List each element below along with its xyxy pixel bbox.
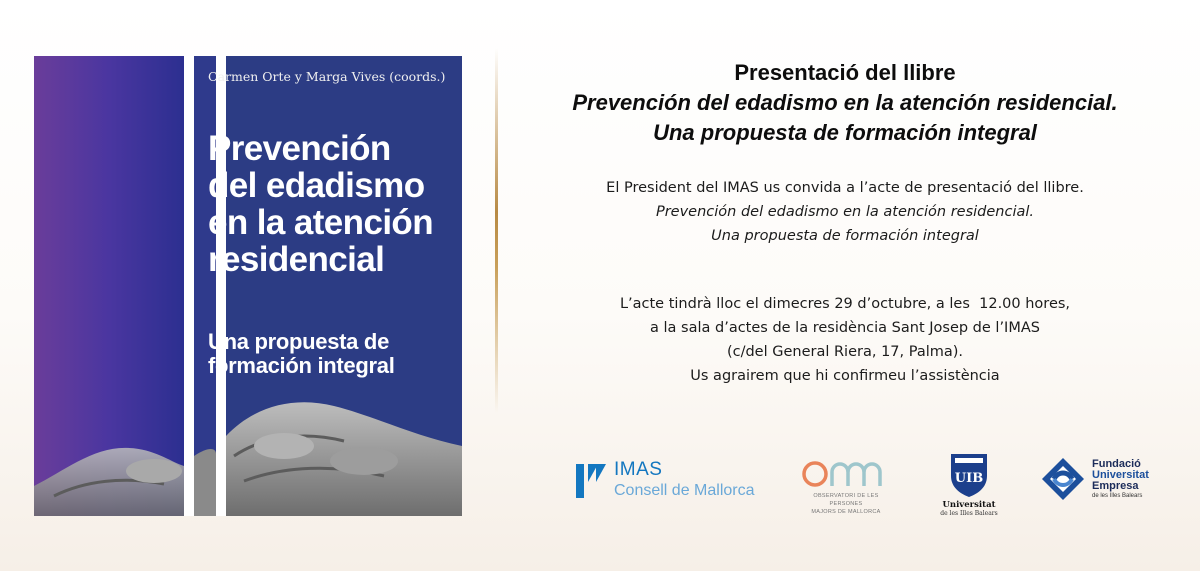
uib-name: Universitat [942,500,996,510]
omm-caption-line: MAJORS DE MALLORCA [811,509,881,515]
heading-presentation: Presentació del llibre [734,60,956,85]
imas-name: IMAS [614,459,663,480]
uib-shield-icon [949,452,989,498]
omm-caption [800,492,892,516]
gold-divider [495,48,498,413]
cover-title-line: Prevención [208,129,391,168]
fue-subtitle: de les Illes Balears [1092,493,1143,499]
intro-book-title-line1: Prevención del edadismo en la atención residencial. [655,204,1035,220]
cover-subtitle [208,330,458,378]
fue-text [1092,459,1149,500]
event-details [505,292,1185,388]
fue-logo-icon [1040,456,1086,502]
fue-line: Fundació [1092,458,1141,470]
heading-book-title-line2: Una propuesta de formación integral [653,120,1037,145]
fue-line: Empresa [1092,480,1139,492]
uib-logo [934,452,1004,524]
imas-logo-icon [576,462,606,500]
cover-subtitle-line: formación integral [208,353,395,378]
intro-book-title-line2: Una propuesta de formación integral [711,228,979,244]
invitation-heading [505,58,1185,148]
event-venue: a la sala d’actes de la residència Sant Josep de l’IMAS [650,320,1040,336]
cover-title-line: del edadismo [208,166,425,205]
fue-line: Universitat [1092,469,1149,481]
uib-mark-text: UIB [954,471,984,486]
cover-authors: Carmen Orte y Marga Vives (coords.) [208,69,446,84]
cover-title [208,130,458,278]
event-date-time: L’acte tindrà lloc el dimecres 29 d’octubre, a les 12.00 hores, [619,296,1071,312]
cover-subtitle-line: Una propuesta de [208,329,390,354]
cover-title-line: residencial [208,240,385,279]
intro-text: El President del IMAS us convida a l’acte de presentació del llibre. [606,180,1084,196]
omm-logo-icon [802,458,890,488]
imas-subtitle: Consell de Mallorca [614,482,755,499]
imas-logo [576,459,776,504]
fue-logo [1040,456,1150,508]
invitation-intro [505,176,1185,248]
omm-caption-line: OBSERVATORI DE LES PERSONES [813,493,879,507]
hands-photo-icon [34,376,462,516]
event-address: (c/del General Riera, 17, Palma). [726,344,964,360]
omm-logo [800,458,892,518]
uib-subtitle: de les Illes Balears [940,510,998,517]
cover-title-line: en la atención [208,203,433,242]
book-cover [34,56,462,516]
event-rsvp: Us agrairem que hi confirmeu l’assistència [690,368,1000,384]
heading-book-title-line1: Prevención del edadismo en la atención residencial. [572,90,1118,115]
